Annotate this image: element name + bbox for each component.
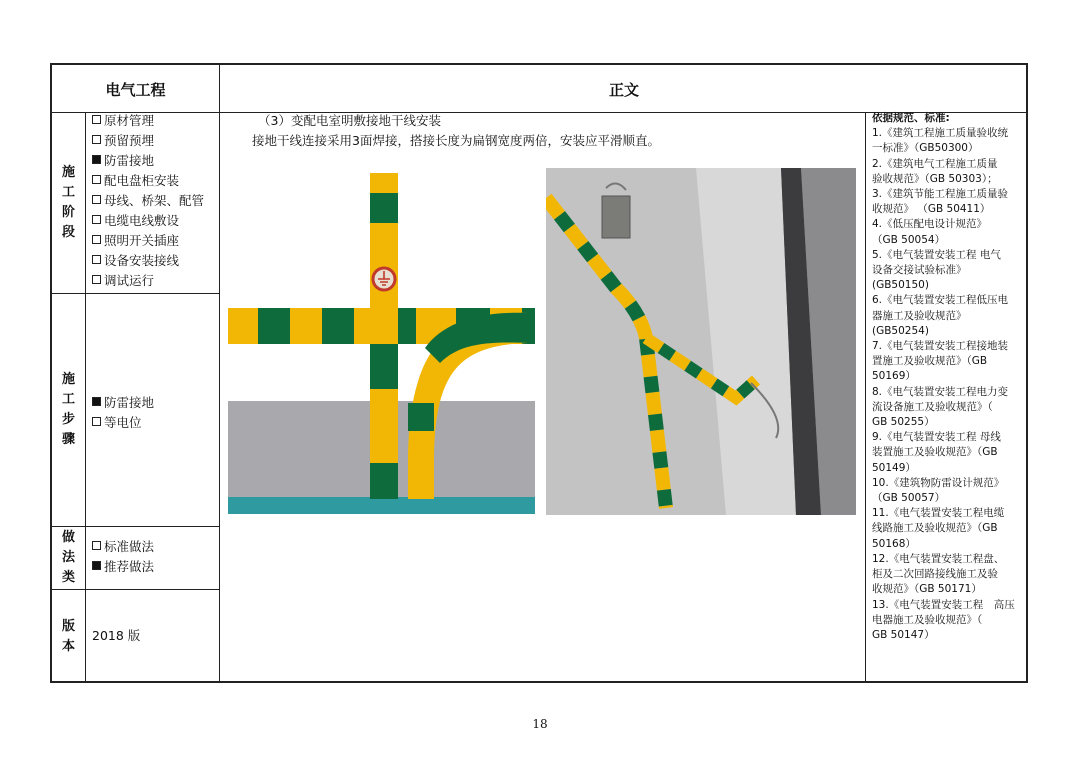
checkbox-icon (92, 115, 101, 124)
checklist-item: 标准做法 (92, 537, 154, 557)
reference-line: 装置施工及验收规范》（GB (872, 446, 998, 459)
reference-line: 50168） (872, 537, 916, 550)
reference-line: 置施工及验收规范》（GB (872, 355, 988, 368)
reference-line: 验收规范》（GB 50303）； (872, 172, 998, 185)
reference-line: 设备交接试验标准》 (872, 264, 967, 277)
reference-line: 7.《电气装置安装工程接地装 (872, 340, 1009, 353)
checklist-item: 等电位 (92, 413, 154, 433)
reference-line: 2.《建筑电气工程施工质量 (872, 157, 998, 170)
reference-line: GB 50147） (872, 628, 935, 641)
reference-line: 50169） (872, 370, 916, 383)
checkbox-icon (92, 275, 101, 284)
reference-line: 器施工及验收规范》 (872, 309, 967, 322)
checked-box-icon (92, 397, 101, 406)
reference-line: （GB 50057） (872, 492, 946, 505)
reference-line: 线路施工及验收规范》（GB (872, 522, 998, 535)
checklist-item: 推荐做法 (92, 557, 154, 577)
section-text: 接地干线连接采用3面焊接，搭接长度为扁钢宽度两倍，安装应平滑顺直。 (252, 133, 660, 148)
version-value: 2018 版 (92, 628, 141, 643)
reference-line: 11.《电气装置安装工程电缆 (872, 507, 1005, 520)
reference-line: （GB 50054） (872, 233, 946, 246)
references-title: 依据规范、标准: (872, 112, 950, 124)
steps-checklist (92, 393, 154, 433)
reference-line: 柜及二次回路接线施工及验 (872, 568, 998, 581)
reference-line: GB 50255） (872, 416, 935, 429)
reference-line: 9.《电气装置安装工程 母线 (872, 431, 1001, 444)
checked-box-icon (92, 561, 101, 570)
reference-line: 3.《建筑节能工程施工质量验 (872, 188, 1009, 201)
section-label-method: 做 法 类 (61, 530, 75, 585)
reference-line: 8.《电气装置安装工程电力变 (872, 385, 1009, 398)
wall-grounding-bar-photo (546, 168, 856, 515)
reference-line: 50149） (872, 461, 916, 474)
reference-line: 流设备施工及验收规范》（ (872, 400, 993, 413)
checklist-item: 照明开关插座 (92, 231, 204, 251)
reference-line: 收规范》 （GB 50411） (872, 203, 991, 216)
checkbox-icon (92, 541, 101, 550)
reference-line: 5.《电气装置安装工程 电气 (872, 248, 1001, 261)
checkbox-icon (92, 175, 101, 184)
section-label-version: 版 本 (61, 618, 75, 654)
reference-line: 6.《电气装置安装工程低压电 (872, 294, 1009, 307)
checked-box-icon (92, 155, 101, 164)
document-table (50, 63, 1028, 683)
method-checklist (92, 537, 154, 577)
reference-line: 10.《建筑物防雷设计规范》 (872, 476, 1005, 489)
checkbox-icon (92, 417, 101, 426)
checkbox-icon (92, 255, 101, 264)
checkbox-icon (92, 135, 101, 144)
section-label-steps: 施 工 步 骤 (61, 372, 75, 447)
checklist-item: 设备安装接线 (92, 251, 204, 271)
checklist-item: 调试运行 (92, 271, 204, 291)
checklist-item: 原材管理 (92, 111, 204, 131)
reference-line: (GB50254) (872, 324, 929, 337)
reference-line: 4.《低压配电设计规范》 (872, 218, 988, 231)
reference-line: 13.《电气装置安装工程 高压 (872, 598, 1015, 611)
reference-line: 一标准》（GB50300） (872, 142, 979, 155)
checkbox-icon (92, 195, 101, 204)
checklist-item: 防雷接地 (92, 393, 154, 413)
checklist-item: 配电盘柜安装 (92, 171, 204, 191)
section-label-stage: 施 工 阶 段 (61, 165, 75, 240)
content-area (220, 65, 866, 681)
stage-checklist (92, 111, 204, 291)
reference-line: (GB50150) (872, 279, 929, 292)
checklist-item: 母线、桥架、配管 (92, 191, 204, 211)
checkbox-icon (92, 215, 101, 224)
section-title: （3）变配电室明敷接地干线安装 (258, 113, 441, 128)
reference-line: 收规范》（GB 50171） (872, 583, 982, 596)
header-main: 正文 (608, 81, 639, 99)
reference-line: 12.《电气装置安装工程盘、 (872, 552, 1005, 565)
grounding-junction-photo (228, 173, 535, 514)
checkbox-icon (92, 235, 101, 244)
checklist-item: 预留预埋 (92, 131, 204, 151)
divider (85, 113, 86, 683)
header-category: 电气工程 (105, 81, 166, 99)
references-panel (872, 111, 1030, 643)
checklist-item: 电缆电线敷设 (92, 211, 204, 231)
page-number: 18 (532, 717, 548, 731)
reference-line: 1.《建筑工程施工质量验收统 (872, 127, 1009, 140)
checklist-item: 防雷接地 (92, 151, 204, 171)
reference-line: 电器施工及验收规范》（ (872, 613, 983, 626)
